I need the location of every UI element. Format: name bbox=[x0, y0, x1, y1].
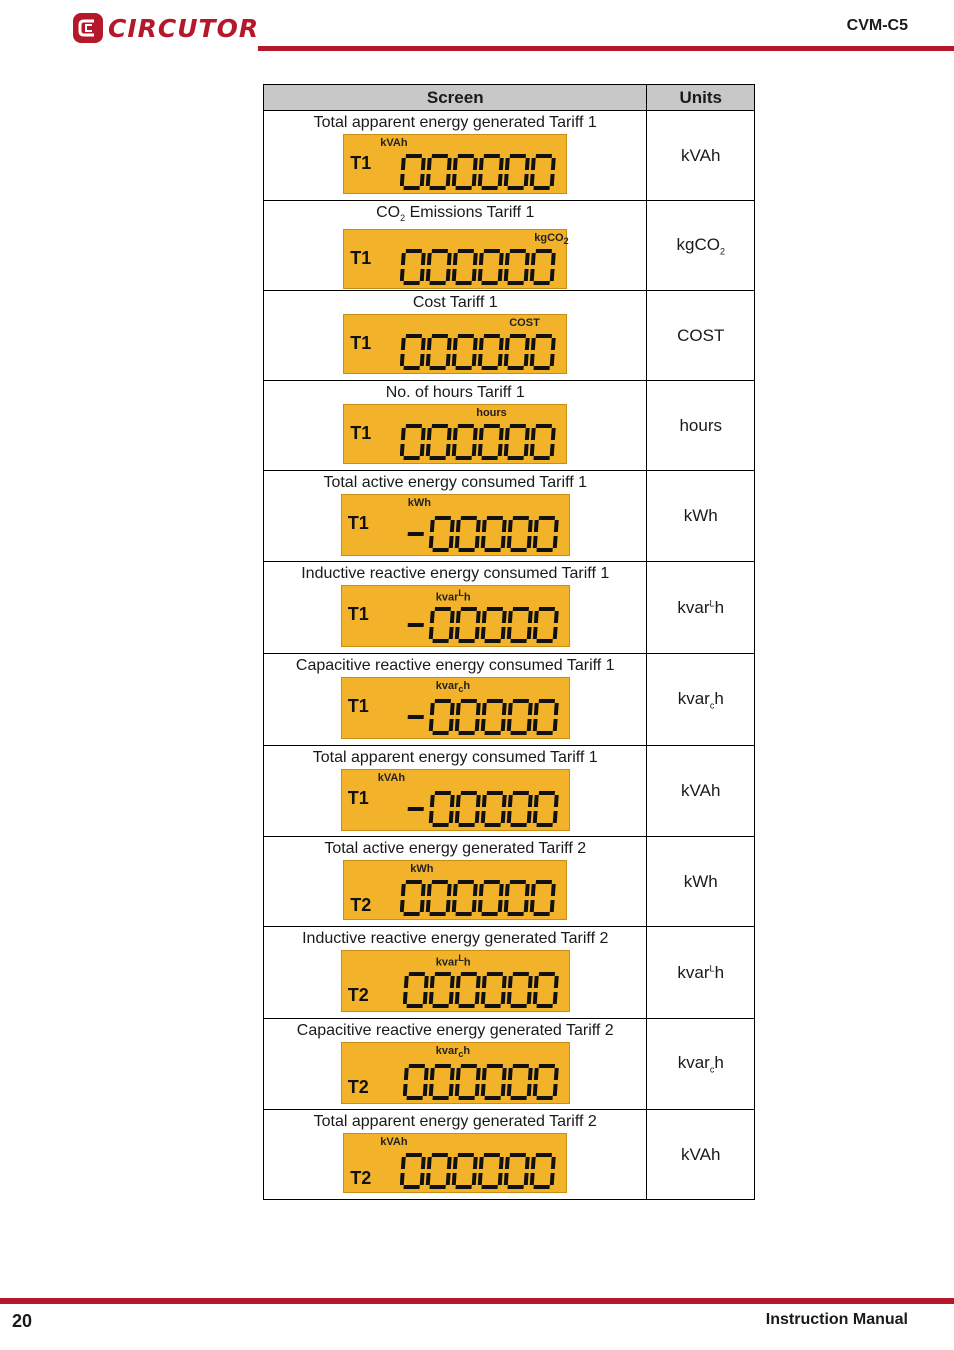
units-cell: COST bbox=[647, 291, 755, 381]
units-cell: kvar$^L$h bbox=[647, 927, 755, 1019]
lcd-unit-label: kvar$^L$h bbox=[435, 953, 471, 969]
lcd-digit bbox=[426, 334, 453, 370]
lcd-digit bbox=[426, 154, 453, 190]
lcd-display bbox=[343, 314, 567, 374]
model-name: CVM-C5 bbox=[846, 17, 908, 34]
lcd-digits bbox=[400, 154, 560, 190]
lcd-digits bbox=[403, 607, 563, 643]
screen-caption: Total apparent energy generated Tariff 1 bbox=[313, 114, 597, 131]
table-row bbox=[264, 927, 755, 1019]
table-row bbox=[264, 471, 755, 562]
screen-caption: $CO_2$ Emissions Tariff 1 bbox=[376, 204, 535, 224]
lcd-unit-label: kWh bbox=[407, 497, 431, 509]
lcd-tariff-label: T2 bbox=[350, 1168, 372, 1188]
lcd-digit bbox=[480, 607, 507, 643]
lcd-digit bbox=[400, 334, 426, 370]
lcd-digit-svg bbox=[403, 1064, 563, 1100]
lcd-digit bbox=[428, 1064, 455, 1100]
lcd-tariff-label: T2 bbox=[347, 985, 369, 1005]
lcd-digit bbox=[480, 699, 507, 735]
table-row bbox=[264, 746, 755, 837]
lcd-tariff-label: T1 bbox=[350, 248, 372, 269]
lcd-digit bbox=[504, 1153, 531, 1189]
screen-cell bbox=[264, 381, 647, 471]
lcd-digits bbox=[400, 424, 560, 460]
lcd-digit bbox=[478, 334, 505, 370]
column-header-units: Units bbox=[647, 85, 755, 111]
lcd-digit-svg bbox=[403, 791, 563, 827]
units-cell: kvar$^L$h bbox=[647, 562, 755, 654]
lcd-digit bbox=[506, 1064, 533, 1100]
screen-caption: Total active energy generated Tariff 2 bbox=[324, 840, 587, 857]
lcd-digit bbox=[506, 699, 533, 735]
lcd-digit bbox=[452, 880, 479, 916]
lcd-digits bbox=[400, 334, 560, 370]
screen-caption: Total apparent energy consumed Tariff 1 bbox=[312, 749, 598, 766]
lcd-digit bbox=[480, 972, 507, 1008]
lcd-digit bbox=[478, 154, 505, 190]
lcd-display bbox=[341, 494, 570, 556]
lcd-digit bbox=[407, 532, 423, 536]
units-cell: kVAh bbox=[647, 111, 755, 201]
screen-cell bbox=[264, 291, 647, 381]
lcd-tariff-label: T1 bbox=[350, 423, 372, 443]
lcd-digit bbox=[407, 623, 423, 627]
lcd-digit-svg bbox=[400, 249, 560, 285]
lcd-digit bbox=[428, 607, 455, 643]
lcd-digit bbox=[452, 154, 479, 190]
lcd-digit bbox=[426, 1153, 453, 1189]
lcd-digit bbox=[428, 516, 455, 552]
lcd-digit bbox=[478, 249, 505, 285]
lcd-digit bbox=[403, 1064, 429, 1100]
lcd-digit-svg bbox=[403, 607, 563, 643]
lcd-digit-svg bbox=[400, 880, 560, 916]
lcd-digit bbox=[454, 972, 481, 1008]
lcd-display bbox=[343, 860, 567, 920]
lcd-digit bbox=[530, 424, 557, 460]
lcd-unit-label: kVAh bbox=[380, 1136, 408, 1148]
lcd-digit bbox=[452, 249, 479, 285]
lcd-digit bbox=[504, 880, 531, 916]
lcd-digit bbox=[530, 154, 557, 190]
lcd-digit bbox=[506, 972, 533, 1008]
lcd-digit bbox=[530, 249, 557, 285]
lcd-display bbox=[343, 229, 567, 289]
lcd-digit bbox=[407, 715, 423, 719]
lcd-digit-svg bbox=[403, 699, 563, 735]
screen-cell bbox=[264, 837, 647, 927]
screen-cell bbox=[264, 1110, 647, 1200]
lcd-unit-label: kvar$_c$h bbox=[435, 1045, 471, 1060]
lcd-unit-label: kVAh bbox=[380, 137, 408, 149]
brand-name: CIRCUTOR bbox=[108, 13, 260, 43]
lcd-digit bbox=[532, 791, 559, 827]
units-cell: hours bbox=[647, 381, 755, 471]
lcd-digit bbox=[478, 1153, 505, 1189]
lcd-display bbox=[341, 585, 570, 647]
lcd-unit-label: kWh bbox=[410, 863, 434, 875]
screen-caption: Inductive reactive energy generated Tariff 2 bbox=[302, 930, 609, 947]
table-row bbox=[264, 837, 755, 927]
units-cell: kvar$_c$h bbox=[647, 1019, 755, 1110]
table-row bbox=[264, 381, 755, 471]
screen-caption: Capacitive reactive energy consumed Tariff 1 bbox=[295, 657, 615, 674]
lcd-digit bbox=[400, 249, 426, 285]
lcd-digit bbox=[400, 1153, 426, 1189]
lcd-digit bbox=[532, 972, 559, 1008]
lcd-digit bbox=[400, 880, 426, 916]
lcd-unit-label: kvar$_c$h bbox=[435, 680, 471, 695]
lcd-unit-label: kVAh bbox=[377, 772, 406, 784]
table-row bbox=[264, 111, 755, 201]
lcd-unit-label: hours bbox=[476, 407, 507, 419]
table-body bbox=[264, 111, 755, 1200]
lcd-unit-label: kvar$^L$h bbox=[435, 588, 471, 604]
lcd-digit bbox=[403, 972, 429, 1008]
lcd-digit bbox=[504, 249, 531, 285]
lcd-digits bbox=[400, 1153, 560, 1189]
lcd-digit bbox=[532, 1064, 559, 1100]
lcd-digit bbox=[478, 424, 505, 460]
table-row bbox=[264, 1019, 755, 1110]
lcd-tariff-label: T1 bbox=[350, 333, 372, 353]
lcd-digit bbox=[452, 424, 479, 460]
table-row bbox=[264, 291, 755, 381]
lcd-digits bbox=[403, 972, 563, 1008]
column-header-screen: Screen bbox=[264, 85, 647, 111]
table-row bbox=[264, 1110, 755, 1200]
screen-cell bbox=[264, 1019, 647, 1110]
lcd-display bbox=[341, 677, 570, 739]
table-header-row bbox=[264, 85, 755, 111]
lcd-digits bbox=[400, 249, 560, 285]
footer-rule bbox=[0, 1298, 954, 1304]
lcd-digit bbox=[504, 424, 531, 460]
screen-caption: Total active energy consumed Tariff 1 bbox=[323, 474, 588, 491]
lcd-digits bbox=[403, 1064, 563, 1100]
lcd-digit-svg bbox=[403, 516, 563, 552]
lcd-digit bbox=[426, 424, 453, 460]
lcd-digit bbox=[530, 880, 557, 916]
units-cell: kWh bbox=[647, 471, 755, 562]
lcd-digit bbox=[400, 424, 426, 460]
lcd-digit bbox=[452, 1153, 479, 1189]
lcd-display bbox=[341, 950, 570, 1012]
screen-cell bbox=[264, 654, 647, 746]
lcd-digits bbox=[400, 880, 560, 916]
lcd-digit bbox=[454, 791, 481, 827]
screen-caption: Cost Tariff 1 bbox=[412, 294, 498, 311]
units-cell: kWh bbox=[647, 837, 755, 927]
lcd-digit bbox=[532, 516, 559, 552]
page-number: 20 bbox=[12, 1311, 33, 1331]
screen-cell bbox=[264, 471, 647, 562]
lcd-digit bbox=[407, 807, 423, 811]
screen-units-table bbox=[263, 84, 755, 1200]
lcd-digits bbox=[403, 699, 563, 735]
lcd-display bbox=[343, 1133, 567, 1193]
screen-cell bbox=[264, 111, 647, 201]
lcd-tariff-label: T1 bbox=[350, 153, 372, 173]
manual-title: Instruction Manual bbox=[765, 1311, 908, 1328]
header-rule bbox=[258, 46, 954, 51]
lcd-digits bbox=[403, 791, 563, 827]
screen-cell bbox=[264, 562, 647, 654]
lcd-digit bbox=[454, 516, 481, 552]
lcd-display bbox=[341, 1042, 570, 1104]
screen-caption: No. of hours Tariff 1 bbox=[385, 384, 525, 401]
table-row bbox=[264, 654, 755, 746]
lcd-tariff-label: T1 bbox=[347, 788, 369, 808]
lcd-tariff-label: T1 bbox=[347, 513, 369, 533]
lcd-digit bbox=[480, 1064, 507, 1100]
lcd-unit-label: kgCO$_2$ bbox=[534, 232, 569, 247]
lcd-digits bbox=[403, 516, 563, 552]
units-cell: kVAh bbox=[647, 1110, 755, 1200]
screen-cell bbox=[264, 927, 647, 1019]
lcd-digit bbox=[400, 154, 426, 190]
screen-cell bbox=[264, 746, 647, 837]
lcd-tariff-label: T2 bbox=[350, 895, 372, 915]
lcd-digit bbox=[530, 1153, 557, 1189]
units-cell: kgCO$_2$ bbox=[647, 201, 755, 291]
lcd-digit bbox=[532, 607, 559, 643]
lcd-digit-svg bbox=[400, 154, 560, 190]
lcd-digit-svg bbox=[403, 972, 563, 1008]
brand-logo bbox=[72, 12, 259, 44]
lcd-display bbox=[341, 769, 570, 831]
lcd-tariff-label: T1 bbox=[347, 696, 369, 716]
lcd-tariff-label: T1 bbox=[347, 604, 369, 624]
lcd-tariff-label: T2 bbox=[347, 1077, 369, 1097]
lcd-digit bbox=[504, 334, 531, 370]
lcd-digit-svg bbox=[400, 1153, 560, 1189]
lcd-digit bbox=[530, 334, 557, 370]
circutor-logo-icon bbox=[72, 12, 104, 44]
screen-caption: Total apparent energy generated Tariff 2 bbox=[313, 1113, 597, 1130]
lcd-display bbox=[343, 404, 567, 464]
lcd-unit-label: COST bbox=[509, 317, 540, 329]
screen-cell bbox=[264, 201, 647, 291]
lcd-digit bbox=[454, 699, 481, 735]
lcd-digit bbox=[426, 249, 453, 285]
lcd-digit bbox=[480, 791, 507, 827]
lcd-digit bbox=[506, 607, 533, 643]
lcd-digit bbox=[506, 516, 533, 552]
lcd-digit bbox=[452, 334, 479, 370]
lcd-digit bbox=[428, 972, 455, 1008]
lcd-digit bbox=[426, 880, 453, 916]
table-row bbox=[264, 562, 755, 654]
lcd-digit-svg bbox=[400, 424, 560, 460]
units-cell: kVAh bbox=[647, 746, 755, 837]
lcd-digit bbox=[454, 607, 481, 643]
lcd-digit-svg bbox=[400, 334, 560, 370]
lcd-digit bbox=[478, 880, 505, 916]
table-row bbox=[264, 201, 755, 291]
lcd-digit bbox=[480, 516, 507, 552]
lcd-digit bbox=[428, 791, 455, 827]
lcd-digit bbox=[504, 154, 531, 190]
lcd-digit bbox=[532, 699, 559, 735]
screen-caption: Capacitive reactive energy generated Tariff 2 bbox=[296, 1022, 614, 1039]
lcd-digit bbox=[454, 1064, 481, 1100]
lcd-digit bbox=[506, 791, 533, 827]
lcd-digit bbox=[428, 699, 455, 735]
screen-caption: Inductive reactive energy consumed Tariff 1 bbox=[301, 565, 610, 582]
units-cell: kvar$_c$h bbox=[647, 654, 755, 746]
lcd-display bbox=[343, 134, 567, 194]
